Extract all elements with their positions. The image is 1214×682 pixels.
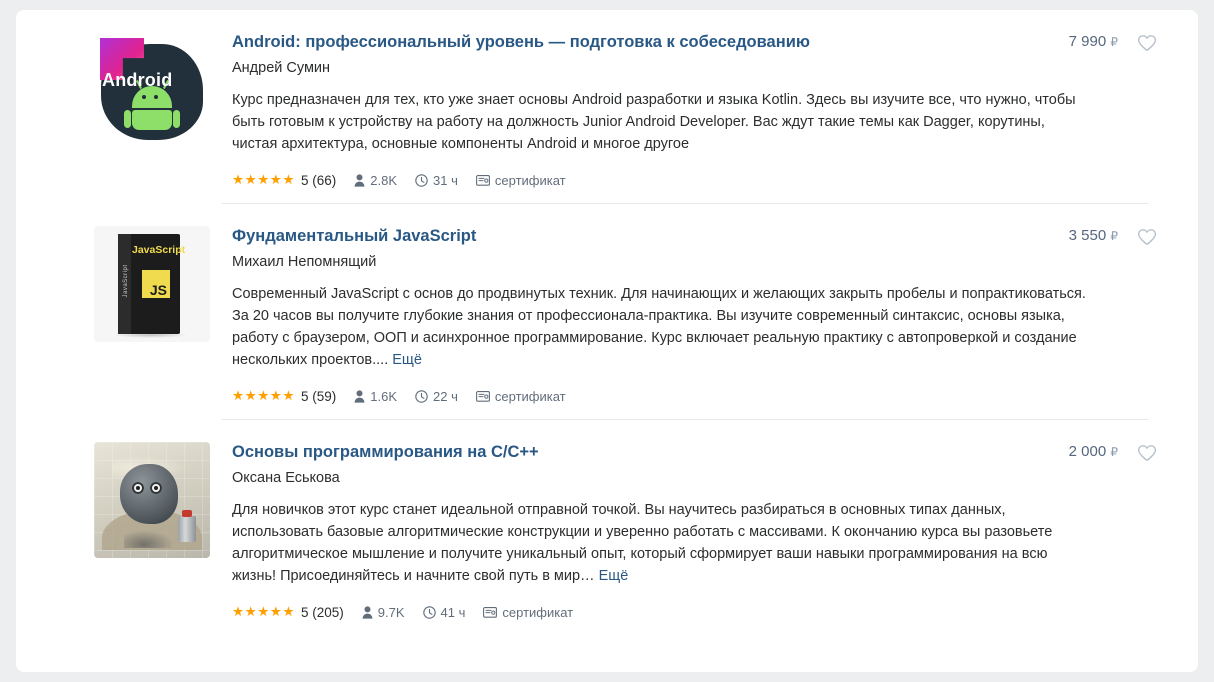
course-author[interactable]: Андрей Сумин	[232, 60, 331, 76]
course-title[interactable]: Основы программирования на C/C++	[232, 443, 539, 461]
clock-icon	[415, 390, 428, 403]
course-list-panel	[16, 10, 1198, 672]
thumbnail-word: Android	[102, 70, 173, 90]
course-price	[1069, 226, 1118, 244]
show-more-link[interactable]: Ещё	[598, 568, 629, 584]
course-artwork-icon	[94, 442, 210, 558]
rating-value: 5 (205)	[301, 604, 344, 620]
person-icon	[354, 390, 365, 403]
price-value: 7 990	[1068, 33, 1107, 50]
price-currency: ₽	[1110, 445, 1118, 459]
course-title[interactable]: Фундаментальный JavaScript	[232, 227, 477, 245]
course-list	[16, 10, 1198, 636]
course-price	[1069, 442, 1118, 460]
duration-value: 41 ч	[440, 604, 466, 620]
duration	[415, 173, 458, 188]
person-icon	[362, 606, 373, 619]
javascript-box-icon	[94, 226, 210, 342]
duration	[423, 605, 466, 620]
clock-icon	[415, 174, 428, 187]
thumbnail-label: JavaScript	[132, 244, 186, 256]
certificate-icon	[476, 390, 490, 403]
students-value: 9.7K	[377, 604, 405, 620]
course-thumbnail[interactable]	[94, 442, 210, 558]
course-body	[232, 226, 1170, 420]
course-header	[232, 32, 1158, 54]
course-price	[1069, 32, 1118, 50]
course-thumbnail[interactable]	[94, 32, 210, 148]
rating-stars-icon: ★★★★★	[232, 604, 296, 619]
list-item[interactable]	[44, 420, 1170, 636]
certificate-label: сертификат	[494, 388, 566, 404]
description-text: Современный JavaScript с основ до продвинутых техник. Для начинающих и желающих закрыть пробелы и попрактиковаться. За 20 часов вы получите глубокие знания от профессионала-практика. Вы изучите современный синтаксис, основы языка, работу с браузером, ООП и асинхронное программирование. Курс включает реальную практику с автопроверкой и создание нескольких проектов....	[232, 286, 1086, 368]
duration-value: 31 ч	[433, 172, 458, 188]
favorite-button[interactable]	[1136, 442, 1158, 464]
course-body	[232, 442, 1170, 636]
clock-icon	[423, 606, 436, 619]
course-meta	[232, 388, 1158, 420]
favorite-button[interactable]	[1136, 226, 1158, 248]
price-value: 2 000	[1068, 443, 1107, 460]
certificate	[476, 389, 566, 404]
students-value: 2.8K	[370, 172, 398, 188]
course-author[interactable]: Михаил Непомнящий	[232, 254, 377, 270]
favorite-button[interactable]	[1136, 32, 1158, 54]
course-description	[232, 283, 1094, 371]
course-title[interactable]: Android: профессиональный уровень — подготовка к собеседованию	[232, 33, 810, 51]
rating-stars-icon: ★★★★★	[232, 388, 296, 403]
certificate-label: сертификат	[494, 172, 566, 188]
person-icon	[354, 174, 365, 187]
course-description	[232, 89, 1094, 155]
course-thumbnail[interactable]	[94, 226, 210, 342]
js-badge-text: JS	[149, 282, 167, 298]
description-text: Для новичков этот курс станет идеальной отправной точкой. Вы научитесь разбираться в основных типах данных, использовать базовые алгоритмические конструкции и уверенно работать с массивами. К окончанию курса вы разовьете алгоритмическое мышление и получите уникальный опыт, который сформирует ваши навыки программирования на всю жизнь! Присоединяйтесь и начните свой путь в мир…	[232, 502, 1053, 584]
course-body	[232, 32, 1170, 204]
rating-value: 5 (59)	[301, 388, 337, 404]
students-count	[354, 173, 397, 188]
android-logo-icon	[94, 32, 210, 148]
certificate-icon	[483, 606, 497, 619]
course-header	[232, 442, 1158, 464]
certificate	[483, 605, 573, 620]
course-author[interactable]: Оксана Еськова	[232, 470, 340, 486]
js-badge	[142, 270, 170, 298]
price-currency: ₽	[1110, 35, 1118, 49]
thumbnail-spine-text: JavaScript	[123, 264, 129, 298]
rating-value: 5 (66)	[301, 172, 337, 188]
students-count	[362, 605, 405, 620]
show-more-link[interactable]: Ещё	[392, 352, 422, 368]
course-meta	[232, 604, 1158, 636]
certificate	[476, 173, 566, 188]
students-count	[354, 389, 397, 404]
price-currency: ₽	[1110, 229, 1118, 243]
duration	[415, 389, 458, 404]
course-meta	[232, 172, 1158, 204]
duration-value: 22 ч	[433, 388, 458, 404]
course-header	[232, 226, 1158, 248]
list-item[interactable]	[44, 204, 1170, 420]
certificate-label: сертификат	[502, 604, 574, 620]
course-description	[232, 499, 1094, 587]
price-value: 3 550	[1068, 227, 1107, 244]
description-text: Курс предназначен для тех, кто уже знает основы Android разработки и языка Kotlin. Здесь вы изучите все, что нужно, чтобы быть готовым к устройству на работу на должность Junior Android Developer. Вас ждут такие темы как Dagger, корутины, чистая архитектура, основные компоненты Android и многое другое	[232, 92, 1076, 152]
rating-stars-icon: ★★★★★	[232, 172, 296, 187]
list-item[interactable]	[44, 10, 1170, 204]
certificate-icon	[476, 174, 490, 187]
students-value: 1.6K	[370, 388, 398, 404]
